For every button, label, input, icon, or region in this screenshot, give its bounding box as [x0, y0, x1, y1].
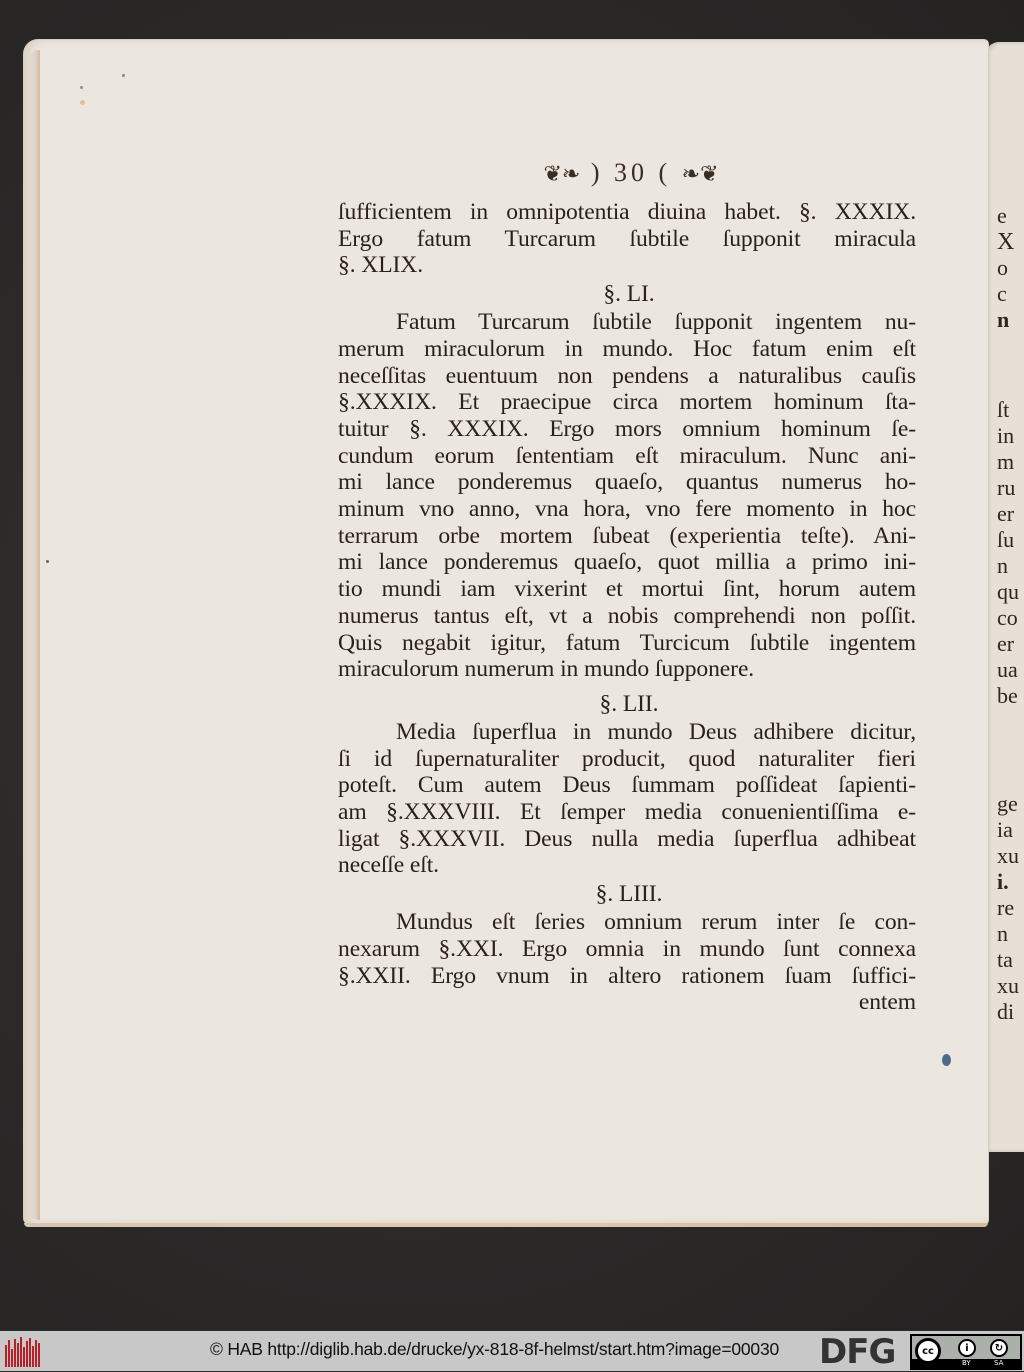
- fragment: co: [997, 605, 1018, 630]
- ornament-right-icon: ❧❦: [681, 161, 719, 186]
- fragment: m: [997, 449, 1015, 474]
- cc-by-sa-license-badge[interactable]: [910, 1334, 1022, 1370]
- fragment: ge: [997, 791, 1018, 816]
- fragment: n: [997, 553, 1008, 578]
- sa-label: SA: [994, 1359, 1004, 1367]
- fragment: di: [997, 999, 1015, 1024]
- page-text: [338, 148, 916, 1016]
- paper-speck: [46, 560, 49, 563]
- text-line: ligat §.XXXVII. Deus nulla media ſuperflua adhibeat: [338, 825, 916, 852]
- text-line: Fatum Turcarum ſubtile ſupponit ingentem nu-: [396, 309, 916, 336]
- fragment: e: [997, 203, 1007, 228]
- text-line: Ergo fatum Turcarum ſubtile ſupponit miracula: [338, 225, 916, 252]
- text-line: minum vno anno, vna hora, vno fere momento in hoc: [338, 496, 916, 523]
- fragment: n: [997, 921, 1008, 946]
- copyright-link[interactable]: © HAB http://diglib.hab.de/drucke/yx-818-8f-helmst/start.htm?image=00030: [210, 1339, 780, 1359]
- text-line: tio mundi iam vixerint et mortui ſint, horum autem: [338, 576, 916, 603]
- ornament-left-icon: ❦❧: [543, 161, 581, 186]
- text-line: tuitur §. XXXIX. Ergo mors omnium hominum ſe-: [338, 415, 916, 442]
- text-line: am §.XXXVIII. Et ſemper media conuenientiſſima e-: [338, 799, 916, 826]
- text-line: merum miraculorum in mundo. Hoc fatum enim eſt: [338, 335, 916, 362]
- text-line: miraculorum numerum in mundo ſupponere.: [338, 656, 755, 683]
- text-line: §.XXXIX. Et praecipue circa mortem hominum ſta-: [338, 389, 916, 416]
- fragment: c: [997, 281, 1007, 306]
- text-line: neceſſe eſt.: [338, 852, 439, 879]
- fragment: qu: [997, 579, 1019, 604]
- header-paren-left: ): [590, 158, 604, 187]
- attribution-icon: i: [958, 1339, 976, 1357]
- section-heading: §. LI.: [603, 281, 655, 308]
- text-line: Quis negabit igitur, fatum Turcicum ſubtile ingentem: [338, 629, 916, 656]
- text-line: mi lance ponderemus quaeſo, quantus numerus ho-: [338, 469, 916, 496]
- fragment: be: [997, 683, 1018, 708]
- fragment: ru: [997, 475, 1016, 500]
- fragment: ſt: [997, 397, 1010, 422]
- fragment: o: [997, 255, 1008, 280]
- cc-icon: cc: [915, 1338, 941, 1364]
- fragment: i.: [997, 869, 1009, 894]
- text-line: poteſt. Cum autem Deus ſummam poſſideat ſapienti-: [338, 772, 916, 799]
- next-page-edge: [985, 42, 1024, 1152]
- fragment: ia: [997, 817, 1013, 842]
- paper-speck: [80, 86, 83, 89]
- header-paren-right: (: [658, 158, 672, 187]
- text-line: ſi id ſupernaturaliter producit, quod naturaliter fieri: [338, 745, 916, 772]
- dfg-logo[interactable]: DFG: [819, 1332, 896, 1372]
- share-alike-icon: ↻: [990, 1339, 1008, 1357]
- text-line: cundum eorum ſententiam eſt miraculum. Nunc ani-: [338, 442, 916, 469]
- viewer-footer: [0, 1331, 1024, 1371]
- fragment: er: [997, 501, 1015, 526]
- text-line: neceſſitas euentuum non pendens a naturalibus cauſis: [338, 362, 916, 389]
- section-heading: §. LIII.: [595, 881, 663, 908]
- text-line: terrarum orbe mortem ſubeat (experientia teſte). Ani-: [338, 522, 916, 549]
- fragment: er: [997, 631, 1015, 656]
- catchword: entem: [858, 989, 916, 1016]
- paper-speck: [80, 100, 85, 105]
- text-line: mi lance ponderemus quaeſo, quot millia a primo ini-: [338, 549, 916, 576]
- fragment: ſu: [997, 527, 1015, 552]
- text-line: Media ſuperflua in mundo Deus adhibere dicitur,: [396, 718, 916, 745]
- fragment: ua: [997, 657, 1018, 682]
- opening-paragraph: [338, 199, 916, 279]
- hab-logo-icon[interactable]: [5, 1337, 47, 1367]
- ink-spot: [942, 1054, 951, 1066]
- text-line: §.XXII. Ergo vnum in altero rationem ſuam ſuffici-: [338, 962, 916, 989]
- page-number: 30: [614, 158, 648, 187]
- fragment: re: [997, 895, 1015, 920]
- fragment: xu: [997, 843, 1019, 868]
- running-header: [346, 148, 916, 199]
- text-line: numerus tantus eſt, vt a nobis comprehendi non poſſit.: [338, 602, 916, 629]
- text-line: ſufficientem in omnipotentia diuina habet. §. XXXIX.: [338, 199, 916, 225]
- fragment: ta: [997, 947, 1013, 972]
- fragment: in: [997, 423, 1015, 448]
- section-51: [338, 279, 916, 683]
- section-52: [338, 689, 916, 879]
- paper-speck: [122, 74, 125, 77]
- fragment: n: [997, 307, 1010, 332]
- fragment: xu: [997, 973, 1019, 998]
- by-label: BY: [962, 1359, 971, 1367]
- section-53: [338, 879, 916, 1016]
- text-line: nexarum §.XXI. Ergo omnia in mundo ſunt connexa: [338, 935, 916, 962]
- text-line: Mundus eſt ſeries omnium rerum inter ſe con-: [396, 909, 916, 936]
- fragment: X: [997, 229, 1015, 255]
- text-line: §. XLIX.: [338, 252, 424, 279]
- section-heading: §. LII.: [599, 690, 659, 717]
